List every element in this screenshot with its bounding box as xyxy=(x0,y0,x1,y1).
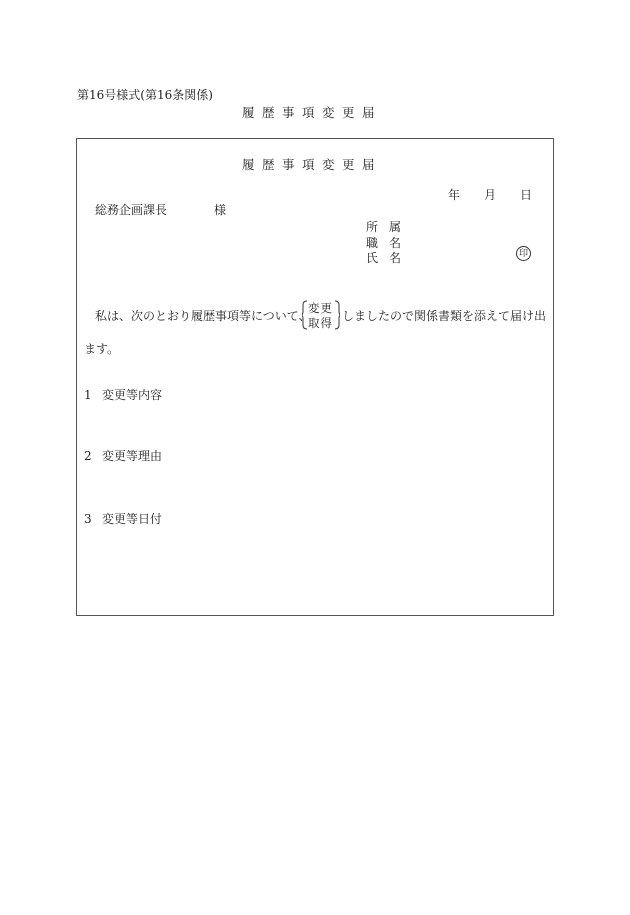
item-label: 変更等日付 xyxy=(102,512,163,526)
seal-mark-icon: 印 xyxy=(516,246,531,261)
name-label: 氏名 xyxy=(366,251,413,265)
item-change-content xyxy=(84,386,162,403)
item-number: 2 xyxy=(84,449,92,463)
item-change-date xyxy=(84,510,162,527)
item-number: 3 xyxy=(84,512,92,526)
date-year-label: 年 xyxy=(448,188,461,202)
addressee: 総務企画課長 xyxy=(95,203,168,217)
statement-trail: しましたので関係書類を添えて届け出 xyxy=(342,309,547,323)
statement-continuation: ます。 xyxy=(84,342,120,356)
date-day-label: 日 xyxy=(520,188,533,202)
date-month-label: 月 xyxy=(484,188,497,202)
option-change: 変更 xyxy=(308,301,333,315)
form-title: 履歴事項変更届 xyxy=(242,157,383,172)
item-change-reason xyxy=(84,447,162,464)
affiliation-label: 所属 xyxy=(366,220,413,234)
item-label: 変更等内容 xyxy=(102,388,163,402)
form-number-label: 第16号様式(第16条関係) xyxy=(77,88,213,102)
change-acquire-choice xyxy=(302,300,340,330)
addressee-honorific: 様 xyxy=(214,203,227,217)
document-title: 履歴事項変更届 xyxy=(242,105,383,120)
item-number: 1 xyxy=(84,388,92,402)
position-label: 職名 xyxy=(366,236,413,250)
option-acquire: 取得 xyxy=(308,316,333,330)
statement-lead: 私は、次のとおり履歴事項等について、 xyxy=(95,309,311,323)
item-label: 変更等理由 xyxy=(102,449,163,463)
